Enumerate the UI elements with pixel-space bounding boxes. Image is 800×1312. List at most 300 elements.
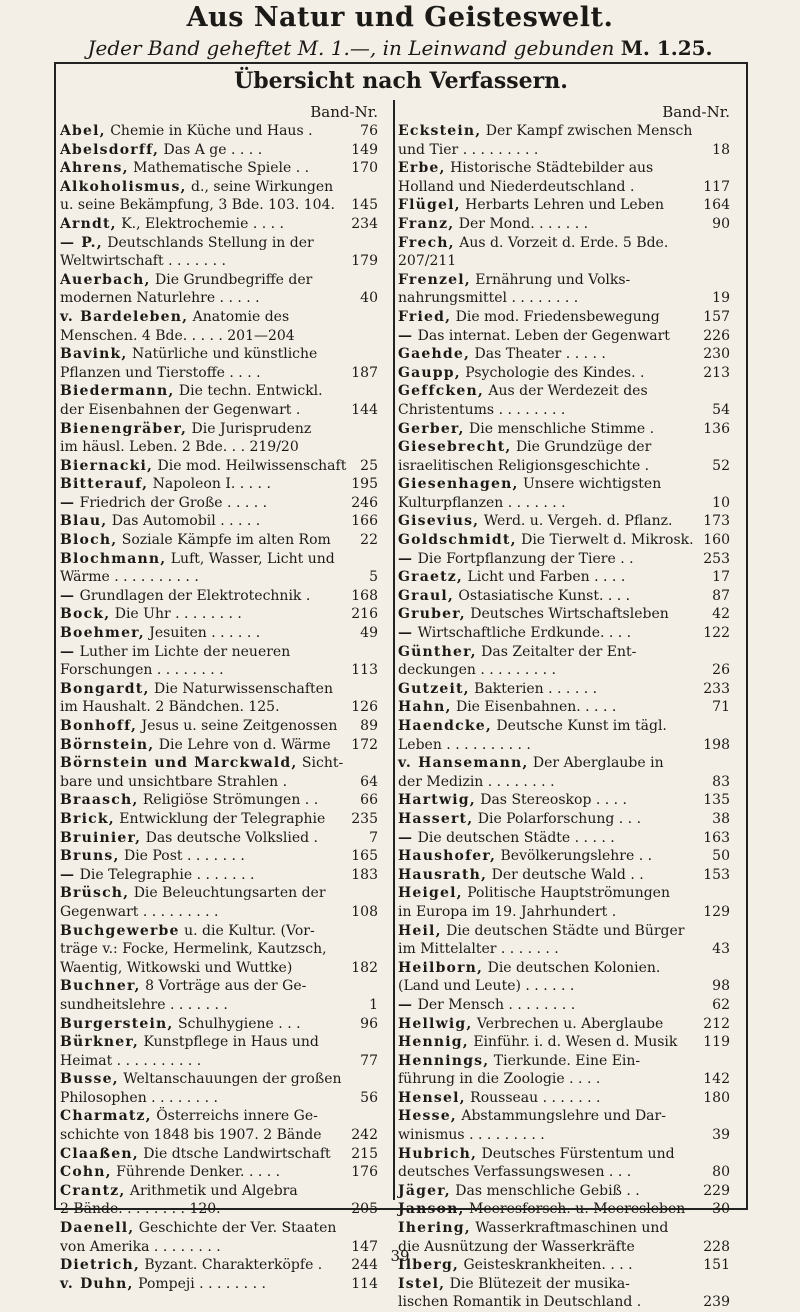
entry-author: Graul, — [398, 587, 454, 604]
entry-title: 8 Vorträge aus der Ge- — [140, 978, 307, 995]
index-entry — [398, 717, 734, 736]
entry-title: Chemie in Küche und Haus . — [105, 123, 313, 139]
entry-author: Gerber, — [398, 420, 465, 437]
index-entry — [60, 1126, 382, 1145]
index-entry — [60, 327, 382, 346]
index-entry — [398, 364, 734, 383]
index-entry — [398, 1293, 734, 1312]
entry-title: Heimat . . . . . . . . . . — [60, 1052, 202, 1069]
entry-band-number: 173 — [703, 513, 730, 530]
entry-author: Bonhoff, — [60, 718, 138, 734]
index-entry — [60, 308, 382, 327]
entry-title: Arithmetik und Algebra — [125, 1182, 298, 1199]
entry-band-number: 26 — [712, 662, 730, 679]
entry-author: Fried, — [398, 308, 452, 325]
entry-band-number: 113 — [351, 662, 378, 679]
entry-band-number: 149 — [351, 141, 378, 158]
entry-band-number: 90 — [712, 215, 730, 232]
entry-title: Das deutsche Volkslied . — [141, 829, 318, 846]
entry-title: K., Elektrochemie . . . . — [116, 215, 285, 232]
index-entry — [398, 308, 734, 327]
entry-author: Hennings, — [398, 1052, 490, 1069]
entry-band-number: 96 — [360, 1015, 378, 1032]
entry-band-number: 215 — [351, 1145, 378, 1162]
entry-author: Hellwig, — [398, 1015, 473, 1032]
entry-author: Erbe, — [398, 160, 446, 177]
entry-title: Die Jurisprudenz — [187, 420, 312, 437]
entry-title: Die deutschen Städte und Bürger — [441, 922, 685, 939]
entry-author: Abel, — [60, 123, 106, 139]
index-entry — [398, 1089, 734, 1108]
entry-band-number: 216 — [351, 606, 378, 623]
entry-title: Die Naturwissenschaften — [149, 680, 333, 697]
entry-title: Licht und Farben . . . . — [463, 569, 626, 586]
entry-title: deckungen . . . . . . . . . — [398, 662, 556, 679]
entry-title: israelitischen Religionsgeschichte . — [398, 457, 650, 474]
entry-title: Rousseau . . . . . . . — [465, 1089, 601, 1106]
index-entry — [60, 178, 382, 197]
entry-title: Der Kampf zwischen Mensch — [481, 123, 693, 139]
entry-band-number: 54 — [712, 401, 730, 418]
entry-author: Ilberg, — [398, 1257, 460, 1274]
entry-title: Mathematische Spiele . . — [128, 160, 310, 177]
index-entry — [60, 401, 382, 420]
column-divider — [393, 100, 395, 1200]
entry-band-number: 213 — [703, 364, 730, 381]
index-entry — [398, 959, 734, 978]
index-entry — [398, 382, 734, 401]
index-entry — [60, 959, 382, 978]
entry-title: u. seine Bekämpfung, 3 Bde. 103. 104. — [60, 197, 335, 214]
entry-author: Claaßen, — [60, 1145, 139, 1162]
index-entry — [60, 810, 382, 829]
entry-author: Hesse, — [398, 1108, 457, 1125]
index-entry — [60, 141, 382, 160]
entry-title: Schulhygiene . . . — [173, 1015, 301, 1032]
price-line — [0, 36, 800, 60]
entry-band-number: 62 — [712, 996, 730, 1013]
entry-author: Istel, — [398, 1275, 446, 1292]
left-column — [60, 102, 382, 1293]
entry-band-number: 226 — [703, 327, 730, 344]
entry-title: im Mittelalter . . . . . . . — [398, 941, 559, 958]
entry-band-number: 83 — [712, 773, 730, 790]
entry-title: Waentig, Witkowski und Wuttke) — [60, 959, 293, 976]
index-entry — [398, 196, 734, 215]
price-line-bound: M. 1.25. — [620, 36, 713, 60]
entry-title: Holland und Niederdeutschland . — [398, 178, 635, 195]
index-entry — [60, 1163, 382, 1182]
entry-title: Psychologie des Kindes. . — [460, 364, 645, 381]
index-entry — [60, 122, 382, 141]
index-entry — [60, 922, 382, 941]
entry-band-number: 179 — [351, 253, 378, 270]
entry-author: — — [398, 996, 414, 1013]
entry-band-number: 180 — [703, 1089, 730, 1106]
entry-title: Napoleon I. . . . . — [148, 476, 271, 493]
index-entry — [60, 624, 382, 643]
entry-author: Gisevius, — [398, 513, 480, 530]
entry-title: Pflanzen und Tierstoffe . . . . — [60, 364, 261, 381]
entry-band-number: 114 — [351, 1275, 378, 1292]
entry-title: Die Uhr . . . . . . . . — [110, 606, 242, 623]
entry-author: Burgerstein, — [60, 1015, 174, 1032]
entry-title: Das A ge . . . . — [159, 141, 263, 158]
entry-author: Janson, — [398, 1201, 465, 1218]
entry-title: Luft, Wasser, Licht und — [166, 550, 335, 567]
entry-author: Busse, — [60, 1071, 119, 1088]
entry-band-number: 80 — [712, 1164, 730, 1181]
entry-title: Religiöse Strömungen . . — [138, 792, 319, 809]
entry-band-number: 98 — [712, 978, 730, 995]
entry-author: Bock, — [60, 606, 111, 623]
entry-author: — — [60, 494, 76, 511]
right-column — [398, 102, 734, 1312]
index-entry — [60, 289, 382, 308]
index-entry — [398, 884, 734, 903]
index-entry — [398, 624, 734, 643]
entry-band-number: 234 — [351, 215, 378, 232]
entry-band-number: 18 — [712, 141, 730, 158]
entry-title: Forschungen . . . . . . . . — [60, 662, 224, 679]
entry-band-number: 119 — [703, 1034, 730, 1051]
entry-title: Die Telegraphie . . . . . . . — [75, 866, 255, 883]
entry-title: Tierkunde. Eine Ein- — [489, 1052, 641, 1069]
entry-title: Leben . . . . . . . . . . — [398, 736, 531, 753]
entry-title: Der deutsche Wald . . — [487, 866, 644, 883]
entry-author: Bruns, — [60, 848, 120, 865]
index-entry — [398, 215, 734, 234]
entry-band-number: 233 — [703, 680, 730, 697]
entry-title: Die Grundzüge der — [511, 439, 652, 456]
index-entry — [398, 847, 734, 866]
entry-author: Franz, — [398, 215, 455, 232]
entry-title: Die Lehre von d. Wärme — [154, 736, 331, 753]
index-entry — [60, 754, 382, 773]
entry-author: Flügel, — [398, 197, 461, 214]
entry-author: Heil, — [398, 922, 442, 939]
index-entry — [398, 457, 734, 476]
entry-author: Hausrath, — [398, 866, 488, 883]
entry-title: 2 Bände. . . . . . . . 120. — [60, 1201, 221, 1218]
index-entry — [60, 512, 382, 531]
entry-author: Geffcken, — [398, 383, 484, 400]
entry-title: Die deutschen Städte . . . . . — [413, 829, 615, 846]
entry-band-number: 7 — [369, 829, 378, 846]
index-entry — [398, 345, 734, 364]
index-entry — [398, 754, 734, 773]
entry-author: Brüsch, — [60, 885, 130, 902]
index-entry — [398, 568, 734, 587]
index-entry — [60, 438, 382, 457]
entry-author: Blau, — [60, 513, 108, 530]
entry-title: Deutsches Fürstentum und — [477, 1145, 675, 1162]
entry-title: Das Zeitalter der Ent- — [476, 643, 637, 660]
entry-title: Deutsche Kunst im tägl. — [491, 718, 667, 734]
entry-title: der Medizin . . . . . . . . — [398, 773, 555, 790]
entry-title: Geschichte der Ver. Staaten — [134, 1220, 337, 1237]
index-entry — [398, 736, 734, 755]
right-column-header: Band-Nr. — [662, 103, 730, 121]
entry-band-number: 77 — [360, 1052, 378, 1069]
entry-author: Buchgewerbe — [60, 922, 180, 939]
index-entry — [60, 587, 382, 606]
index-entry — [60, 1107, 382, 1126]
entry-band-number: 142 — [703, 1071, 730, 1088]
entry-band-number: 5 — [369, 569, 378, 586]
entry-band-number: 239 — [703, 1294, 730, 1311]
entry-title: Soziale Kämpfe im alten Rom — [117, 532, 331, 549]
entry-author: Bürkner, — [60, 1034, 140, 1051]
entry-title: Der Mond. . . . . . . — [454, 215, 589, 232]
entry-title: Die deutschen Kolonien. — [483, 959, 661, 976]
entry-author: — P., — [60, 234, 103, 251]
entry-title: Werd. u. Vergeh. d. Pflanz. — [479, 513, 673, 530]
entry-title: Historische Städtebilder aus — [445, 160, 654, 177]
entry-title: Abstammungslehre und Dar- — [456, 1108, 666, 1125]
entry-author: Gutzeit, — [398, 680, 470, 697]
index-entry — [398, 903, 734, 922]
entry-title: u. die Kultur. (Vor- — [179, 922, 315, 939]
entry-author: Gaehde, — [398, 346, 471, 363]
index-entry — [398, 475, 734, 494]
index-entry — [398, 661, 734, 680]
entry-author: Frenzel, — [398, 271, 471, 288]
entry-title: Die mod. Friedensbewegung — [451, 308, 660, 325]
entry-title: Christentums . . . . . . . . — [398, 401, 566, 418]
entry-band-number: 168 — [351, 587, 378, 604]
entry-author: — — [398, 829, 414, 846]
index-entry — [398, 810, 734, 829]
index-entry — [398, 550, 734, 569]
entry-band-number: 117 — [703, 178, 730, 195]
entry-title: Die techn. Entwickl. — [174, 383, 323, 400]
entry-band-number: 163 — [703, 829, 730, 846]
entry-band-number: 160 — [703, 532, 730, 549]
index-entry — [60, 866, 382, 885]
entry-author: Jäger, — [398, 1182, 451, 1199]
entry-title: Die Post . . . . . . . — [119, 848, 245, 865]
entry-band-number: 205 — [351, 1201, 378, 1218]
entry-author: Haendcke, — [398, 718, 492, 734]
entry-title: Das Stereoskop . . . . — [475, 792, 628, 809]
entry-title: Ernährung und Volks- — [470, 271, 631, 288]
index-entry — [398, 1163, 734, 1182]
index-entry — [60, 568, 382, 587]
entry-author: Brick, — [60, 810, 115, 827]
entry-band-number: 71 — [712, 699, 730, 716]
entry-title: träge v.: Focke, Hermelink, Kautzsch, — [60, 941, 327, 958]
entry-band-number: 176 — [351, 1164, 378, 1181]
entry-author: Hahn, — [398, 699, 452, 716]
entry-band-number: 126 — [351, 699, 378, 716]
entry-author: Crantz, — [60, 1182, 126, 1199]
index-entry — [60, 1015, 382, 1034]
entry-author: Ihering, — [398, 1220, 471, 1237]
entry-title: nahrungsmittel . . . . . . . . — [398, 290, 579, 307]
index-entry — [60, 996, 382, 1015]
entry-band-number: 25 — [360, 457, 378, 474]
entry-author: — — [60, 643, 76, 660]
entry-author: Hassert, — [398, 810, 474, 827]
index-entry — [398, 1070, 734, 1089]
entry-title: Kunstpflege in Haus und — [139, 1034, 319, 1051]
entry-author: — — [398, 550, 414, 567]
index-entry — [60, 791, 382, 810]
index-entry — [398, 680, 734, 699]
entry-band-number: 195 — [351, 476, 378, 493]
entry-band-number: 246 — [351, 494, 378, 511]
index-entry — [60, 271, 382, 290]
entry-author: Goldschmidt, — [398, 532, 517, 549]
index-entry — [60, 345, 382, 364]
entry-author: Bongardt, — [60, 680, 150, 697]
entry-title: und Tier . . . . . . . . . — [398, 141, 539, 158]
index-entry — [398, 1126, 734, 1145]
index-entry — [398, 605, 734, 624]
index-entry — [60, 977, 382, 996]
index-entry — [398, 996, 734, 1015]
index-entry — [60, 531, 382, 550]
index-entry — [60, 605, 382, 624]
entry-author: Arndt, — [60, 215, 117, 232]
entry-title: Österreichs innere Ge- — [151, 1108, 318, 1125]
index-entry — [60, 773, 382, 792]
entry-title: Grundlagen der Elektrotechnik . — [75, 587, 311, 604]
entry-author: Eckstein, — [398, 123, 482, 139]
index-entry — [60, 884, 382, 903]
index-entry — [60, 1145, 382, 1164]
entry-title: Wärme . . . . . . . . . . — [60, 569, 199, 586]
index-entry — [398, 178, 734, 197]
index-entry — [60, 457, 382, 476]
entry-title: Luther im Lichte der neueren — [75, 643, 291, 660]
entry-author: Heigel, — [398, 885, 463, 902]
page-number: 39 — [390, 1247, 410, 1265]
price-line-main: Jeder Band geheftet M. 1.—, in Leinwand gebunden — [87, 36, 621, 60]
entry-band-number: 30 — [712, 1201, 730, 1218]
entry-title: deutsches Verfassungswesen . . . — [398, 1164, 632, 1181]
entry-title: Die mod. Heilwissenschaft — [153, 457, 347, 474]
entry-band-number: 165 — [351, 848, 378, 865]
index-entry — [60, 940, 382, 959]
entry-band-number: 64 — [360, 773, 378, 790]
index-entry — [398, 922, 734, 941]
entry-title: Das Theater . . . . . — [470, 346, 606, 363]
index-entry — [398, 438, 734, 457]
entry-title: Deutsches Wirtschaftsleben — [465, 606, 669, 623]
index-entry — [60, 364, 382, 383]
index-entry — [60, 215, 382, 234]
entry-title: Das internat. Leben der Gegenwart — [413, 327, 670, 344]
entry-title: Ostasiatische Kunst. . . . — [453, 587, 631, 604]
entry-band-number: 187 — [351, 364, 378, 381]
entry-title: (Land und Leute) . . . . . . — [398, 978, 575, 995]
entry-author: Börnstein, — [60, 736, 155, 753]
entry-band-number: 17 — [712, 569, 730, 586]
series-title: Aus Natur und Geisteswelt. — [186, 2, 614, 33]
entry-title: der Eisenbahnen der Gegenwart . — [60, 401, 301, 418]
entry-author: Daenell, — [60, 1220, 135, 1237]
index-entry — [60, 698, 382, 717]
entry-title: im häusl. Leben. 2 Bde. . . 219/20 — [60, 439, 299, 456]
entry-author: Gaupp, — [398, 364, 461, 381]
entry-title: Die Grundbegriffe der — [150, 271, 313, 288]
index-entry — [398, 1182, 734, 1201]
entry-author: Giesebrecht, — [398, 439, 512, 456]
index-entry — [398, 698, 734, 717]
entry-band-number: 170 — [351, 160, 378, 177]
entry-title: Politische Hauptströmungen — [462, 885, 670, 902]
index-entry — [398, 1219, 734, 1238]
entry-band-number: 144 — [351, 401, 378, 418]
index-entry — [398, 643, 734, 662]
entry-title: Die Beleuchtungsarten der — [129, 885, 326, 902]
entry-title: winismus . . . . . . . . . — [398, 1127, 545, 1144]
entry-author: v. Hansemann, — [398, 755, 529, 772]
entry-author: Heilborn, — [398, 959, 484, 976]
index-entry — [60, 829, 382, 848]
entry-title: Wasserkraftmaschinen und — [470, 1220, 669, 1237]
entry-title: Verbrechen u. Aberglaube — [472, 1015, 664, 1032]
entry-band-number: 1 — [369, 996, 378, 1013]
index-entry — [398, 289, 734, 308]
entry-title: im Haushalt. 2 Bändchen. 125. — [60, 699, 280, 716]
index-entry — [398, 829, 734, 848]
index-entry — [398, 327, 734, 346]
entry-band-number: 22 — [360, 532, 378, 549]
entry-band-number: 147 — [351, 1238, 378, 1255]
entry-band-number: 229 — [703, 1182, 730, 1199]
entry-title: Meeresforsch. u. Meeresleben — [464, 1201, 686, 1218]
entry-title: Jesus u. seine Zeitgenossen — [137, 718, 338, 734]
index-entry — [60, 1275, 382, 1294]
entry-band-number: 129 — [703, 903, 730, 920]
index-entry — [60, 643, 382, 662]
entry-title: d., seine Wirkungen — [186, 178, 334, 195]
index-entry — [398, 587, 734, 606]
index-entry — [60, 717, 382, 736]
entry-band-number: 43 — [712, 941, 730, 958]
entry-band-number: 235 — [351, 810, 378, 827]
index-entry — [60, 903, 382, 922]
entry-author: Günther, — [398, 643, 477, 660]
index-entry — [398, 141, 734, 160]
entry-author: Hennig, — [398, 1034, 469, 1051]
entry-title: Entwicklung der Telegraphie — [114, 810, 326, 827]
left-column-header: Band-Nr. — [310, 103, 378, 121]
entry-author: Biedermann, — [60, 383, 175, 400]
entry-author: Buchner, — [60, 978, 141, 995]
index-entry — [398, 159, 734, 178]
entry-title: Wirtschaftliche Erdkunde. . . . — [413, 625, 632, 642]
index-entry — [60, 1200, 382, 1219]
entry-band-number: 10 — [712, 494, 730, 511]
index-entry — [60, 1052, 382, 1071]
entry-band-number: 182 — [351, 959, 378, 976]
entry-author: — — [398, 327, 414, 344]
index-entry — [60, 1089, 382, 1108]
entry-title: schichte von 1848 bis 1907. 2 Bände — [60, 1127, 322, 1144]
entry-author: Biernacki, — [60, 457, 154, 474]
index-entry — [398, 420, 734, 439]
entry-title: Herbarts Lehren und Leben — [460, 197, 664, 214]
entry-title: Anatomie des — [188, 308, 290, 325]
entry-band-number: 49 — [360, 625, 378, 642]
entry-author: Graetz, — [398, 569, 464, 586]
entry-title: Jesuiten . . . . . . — [144, 625, 261, 642]
entry-band-number: 56 — [360, 1089, 378, 1106]
